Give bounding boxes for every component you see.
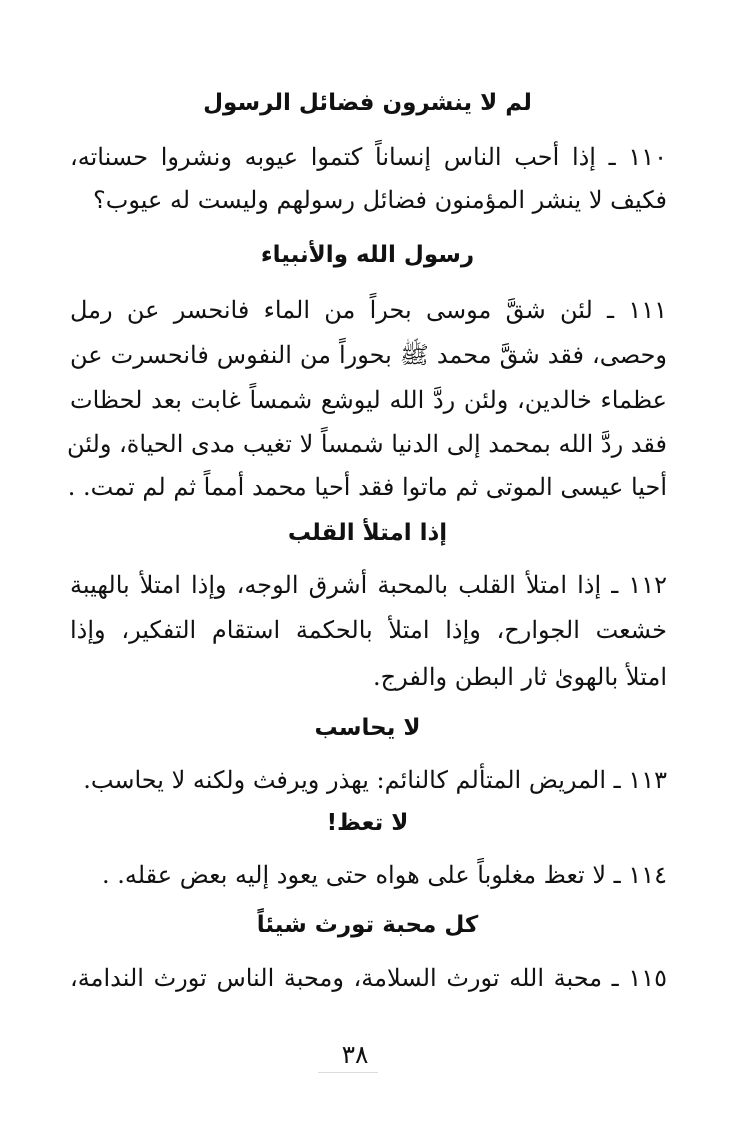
paragraph-line: ١١٥ ـ محبة الله تورث السلامة، ومحبة الناس تورث الندامة، <box>70 964 667 992</box>
paragraph-line: ١١١ ـ لئن شقَّ موسى بحراً من الماء فانحسر عن رمل <box>70 296 667 324</box>
section-heading: لا يحاسب <box>314 715 421 741</box>
page-number: ٣٨ <box>341 1040 369 1069</box>
paragraph-line: فقد ردَّ الله بمحمد إلى الدنيا شمساً لا تغيب مدى الحياة، ولئن <box>67 430 667 458</box>
paragraph-line: عظماء خالدين، ولئن ردَّ الله ليوشع شمساً غابت بعد لحظات <box>70 386 667 414</box>
paragraph-line: ١١٢ ـ إذا امتلأ القلب بالمحبة أشرق الوجه، وإذا امتلأ بالهيبة <box>70 571 667 599</box>
footer-divider <box>318 1072 378 1073</box>
section-heading: كل محبة تورث شيئاً <box>256 912 479 938</box>
section-heading: إذا امتلأ القلب <box>287 520 448 546</box>
section-heading: لا تعظ! <box>326 810 409 836</box>
paragraph-line: امتلأ بالهوىٰ ثار البطن والفرج. <box>373 663 667 691</box>
paragraph-line: أحيا عيسى الموتى ثم ماتوا فقد أحيا محمد أمماً ثم لم تمت. . <box>67 473 667 501</box>
paragraph-line: ١١٠ ـ إذا أحب الناس إنساناً كتموا عيوبه ونشروا حسناته، <box>70 143 667 171</box>
paragraph-line: ١١٤ ـ لا تعظ مغلوباً على هواه حتى يعود إليه بعض عقله. . <box>101 861 667 889</box>
paragraph-line: خشعت الجوارح، وإذا امتلأ بالحكمة استقام التفكير، وإذا <box>70 616 667 644</box>
paragraph-line: ١١٣ ـ المريض المتألم كالنائم: يهذر ويرفث ولكنه لا يحاسب. <box>83 766 667 794</box>
paragraph-line: فكيف لا ينشر المؤمنون فضائل رسولهم وليست له عيوب؟ <box>93 186 667 214</box>
paragraph-line: وحصى، فقد شقَّ محمد ﷺ بحوراً من النفوس فانحسرت عن <box>70 341 667 369</box>
section-heading: لم لا ينشرون فضائل الرسول <box>203 90 532 116</box>
section-heading: رسول الله والأنبياء <box>260 242 475 268</box>
